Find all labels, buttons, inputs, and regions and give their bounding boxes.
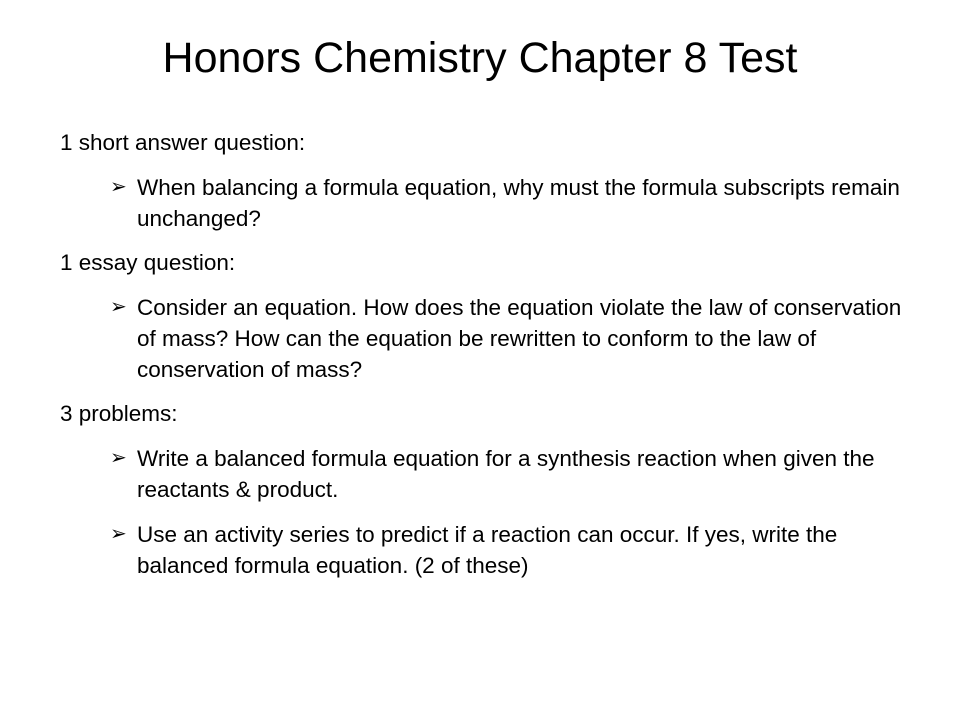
section-essay (60, 248, 920, 385)
bullet-item (60, 519, 920, 581)
slide-title: Honors Chemistry Chapter 8 Test (162, 34, 798, 82)
section-heading: 3 problems: (60, 401, 178, 426)
bullet-list (60, 292, 920, 385)
arrow-bullet-icon: ➢ (110, 296, 127, 318)
bullet-item (60, 443, 920, 505)
bullet-text: Consider an equation. How does the equation violate the law of conservation of mass? How can the equation be rewritten to conform to the law of conservation of mass? (137, 295, 902, 382)
arrow-bullet-icon: ➢ (110, 447, 127, 469)
section-heading: 1 essay question: (60, 250, 236, 275)
bullet-text: When balancing a formula equation, why must the formula subscripts remain unchanged? (137, 175, 900, 231)
section-heading: 1 short answer question: (60, 130, 306, 155)
slide-content (60, 128, 920, 595)
section-problems (60, 399, 920, 581)
section-short-answer (60, 128, 920, 234)
bullet-text: Write a balanced formula equation for a synthesis reaction when given the reactants & product. (137, 446, 875, 502)
arrow-bullet-icon: ➢ (110, 523, 127, 545)
bullet-item (60, 292, 920, 385)
bullet-list (60, 172, 920, 234)
bullet-item (60, 172, 920, 234)
bullet-text: Use an activity series to predict if a reaction can occur. If yes, write the balanced formula equation. (2 of these) (137, 522, 838, 578)
bullet-list (60, 443, 920, 581)
arrow-bullet-icon: ➢ (110, 176, 127, 198)
